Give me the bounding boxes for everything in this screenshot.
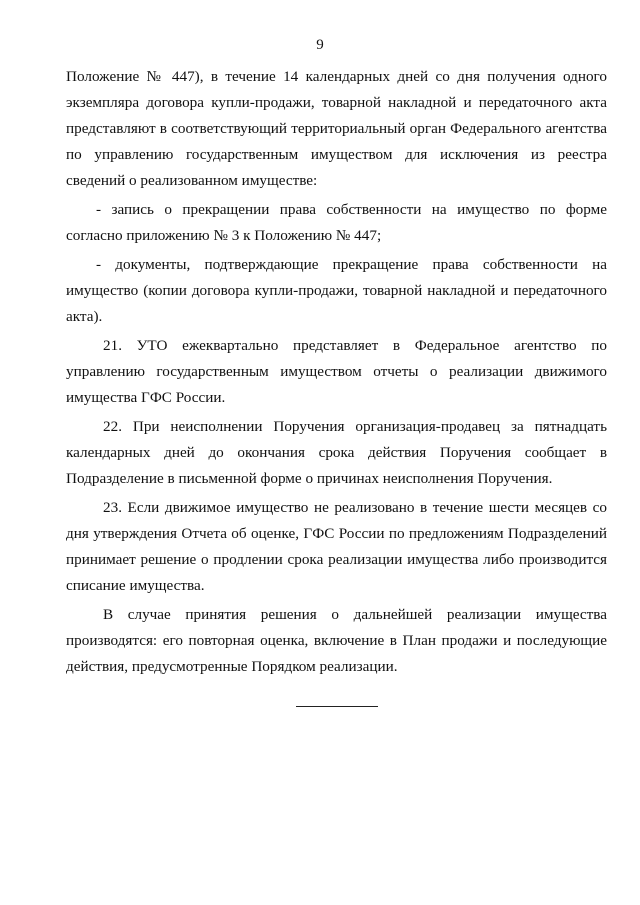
paragraph-further-sale: В случае принятия решения о дальнейшей реализации имущества производятся: его повторная оценка, включение в План продажи и последующие действия, предусмотренные Порядком реализации. [66,606,607,675]
clause-22: 22. При неисполнении Поручения организация-продавец за пятнадцать календарных дней до окончания срока действия Поручения сообщает в Подразделение в письменной форме о причинах неисполнения Поручения. [66,418,607,487]
document-body [66,64,607,680]
list-item-termination-record: - запись о прекращении права собственности на имущество по форме согласно приложению № 3 к Положению № 447; [66,201,607,244]
clause-21: 21. УТО ежеквартально представляет в Федеральное агентство по управлению государственным имуществом отчеты о реализации движимого имущества ГФС России. [66,337,607,406]
paragraph-continuation: Положение № 447), в течение 14 календарных дней со дня получения одного экземпляра договора купли-продажи, товарной накладной и передаточного акта представляют в соответствующий территориальный орган Федерального агентства по управлению государственным имуществом для исключения из реестра сведений о реализованном имуществе: [66,68,607,189]
end-of-document-rule [296,706,378,707]
clause-23: 23. Если движимое имущество не реализовано в течение шести месяцев со дня утверждения Отчета об оценке, ГФС России по предложениям Подразделений принимает решение о продлении срока реализации имущества либо производится списание имущества. [66,499,607,594]
list-item-supporting-documents: - документы, подтверждающие прекращение права собственности на имущество (копии договора купли-продажи, товарной накладной и передаточного акта). [66,256,607,325]
page-number: 9 [316,37,324,53]
